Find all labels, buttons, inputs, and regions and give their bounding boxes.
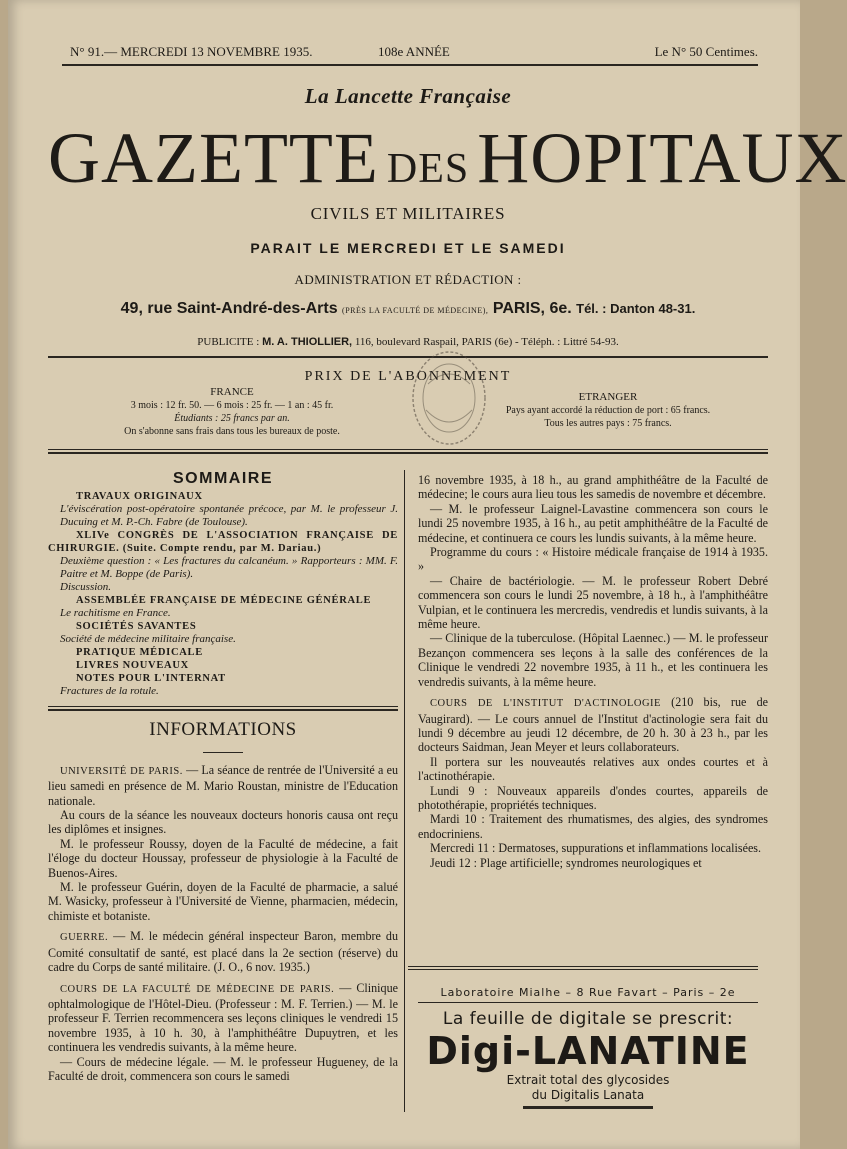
ad-description-line-2: du Digitalis Lanata — [531, 1088, 645, 1102]
section-lead: COURS DE L'INSTITUT D'ACTINOLOGIE — [430, 698, 661, 710]
article-paragraph — [418, 812, 768, 841]
paragraph-text: Lundi 9 : Nouveaux appareils d'ondes courtes, appareils de photothérapie, propriétés techniques. — [418, 783, 768, 812]
ad-bottom-bar — [523, 1106, 653, 1109]
paragraph-text: M. le professeur Roussy, doyen de la Faculté de médecine, a fait l'éloge du docteur Houssay, professeur de physiologie à la Faculté de Buenos-Aires. — [48, 836, 398, 880]
newspaper-page — [8, 0, 847, 1149]
library-stamp — [408, 344, 490, 452]
column-separator — [404, 470, 405, 1112]
publication-days: PARAIT LE MERCREDI ET LE SAMEDI — [250, 240, 566, 256]
ad-description — [408, 1073, 768, 1103]
paragraph-text: (210 bis, rue de Vaugirard). — Le cours annuel de l'Institut d'actinologie sera fait du lundi 9 décembre au jeudi 12 décembre, de 20 h. 30 à 23 h., par les docteurs Saidman, Jean Meyer et leurs collaborateurs. — [418, 695, 768, 755]
sommaire-entry: Deuxième question : « Les fractures du calcanéum. » Rapporteurs : MM. F. Paitre et M. Boppe (de Paris). — [60, 555, 398, 581]
issue-number: N° 91.— MERCREDI 13 NOVEMBRE 1935. — [70, 44, 313, 59]
top-rule — [62, 64, 758, 66]
address-city: PARIS, 6e. — [492, 300, 572, 317]
sommaire-list — [48, 490, 398, 698]
masthead — [48, 118, 847, 198]
address-telephone: Tél. : Danton 48-31. — [576, 301, 696, 316]
masthead-gazette: GAZETTE — [48, 118, 379, 198]
france-post-line: On s'abonne sans frais dans tous les bureaux de poste. — [124, 426, 340, 437]
sommaire-heading: ASSEMBLÉE FRANÇAISE DE MÉDECINE GÉNÉRALE — [76, 595, 372, 607]
right-column — [418, 473, 768, 870]
sommaire-rule — [48, 706, 398, 707]
sommaire-heading: PRATIQUE MÉDICALE — [76, 647, 203, 659]
publicity-label: PUBLICITE : — [197, 336, 260, 348]
advertisement — [408, 978, 768, 1103]
ad-rule — [418, 1002, 758, 1003]
paragraph-text: Mercredi 11 : Dermatoses, suppurations et inflammations localisées. — [430, 841, 762, 856]
ad-brand: Digi-LANATINE — [426, 1029, 750, 1073]
ad-description-line-1: Extrait total des glycosides — [506, 1073, 670, 1087]
article-paragraph — [48, 808, 398, 837]
france-rate-line: 3 mois : 12 fr. 50. — 6 mois : 25 fr. — 1 an : 45 fr. — [130, 400, 334, 411]
article-paragraph — [48, 880, 398, 923]
subscription-title: PRIX DE L'ABONNEMENT — [304, 369, 512, 384]
paragraph-text: Au cours de la séance les nouveaux docteurs honoris causa ont reçu les diplômes et insignes. — [48, 808, 398, 837]
publicity-name: M. A. THIOLLIER, — [262, 336, 353, 348]
subtitle: La Lancette Française — [304, 84, 512, 108]
price-label: Le N° 50 Centimes. — [654, 44, 758, 59]
article-paragraph — [418, 545, 768, 574]
article-paragraph — [418, 841, 768, 855]
administration-label: ADMINISTRATION ET RÉDACTION : — [294, 272, 522, 287]
ad-top-rule — [408, 966, 758, 967]
sommaire-entry: Fractures de la rotule. — [60, 685, 159, 698]
article-paragraph — [418, 631, 768, 689]
ad-laboratory: Laboratoire Mialhe – 8 Rue Favart – Paris – 2e — [440, 986, 736, 999]
foreign-reduced-line: Pays ayant accordé la réduction de port : 65 francs. — [505, 405, 711, 416]
ad-top-rule-2 — [408, 969, 758, 970]
sommaire-heading: TRAVAUX ORIGINAUX — [76, 491, 203, 503]
left-column — [48, 472, 398, 1083]
article-paragraph — [418, 502, 768, 545]
sommaire-heading: XLIVe CONGRÈS DE L'ASSOCIATION FRANÇAISE DE CHIRURGIE. (Suite. Compte rendu, par M. Dariau.) — [48, 530, 398, 555]
paragraph-text: Programme du cours : « Histoire médicale française de 1914 à 1935. » — [418, 545, 768, 574]
subscription-bottom-rule — [48, 449, 768, 450]
article-paragraph — [48, 929, 398, 974]
sommaire-rule-2 — [48, 709, 398, 711]
section-lead: COURS DE LA FACULTÉ DE MÉDECINE DE PARIS. — [60, 983, 335, 995]
sommaire-entry: Discussion. — [60, 581, 112, 594]
paragraph-text: — Cours de médecine légale. — M. le professeur Hugueney, de la Faculté de droit, commencera son cours le samedi — [48, 1054, 398, 1083]
issue-line — [62, 44, 758, 62]
article-paragraph — [418, 784, 768, 813]
year-label: 108e ANNÉE — [378, 44, 450, 59]
article-paragraph — [418, 574, 768, 632]
paragraph-text: 16 novembre 1935, à 18 h., au grand amphithéâtre de la Faculté de médecine; le cours aura lieu tous les samedis de novembre et décembre. — [418, 473, 768, 502]
sommaire-entry: Le rachitisme en France. — [60, 607, 171, 620]
foreign-other-line: Tous les autres pays : 75 francs. — [544, 418, 672, 429]
article-paragraph — [48, 981, 398, 1055]
paragraph-text: — M. le professeur Laignel-Lavastine commencera son cours le lundi 25 novembre 1935, à 16 h., au petit amphithéâtre de la Faculté de médecine, et continuera ce cours les lundis suivants, à la même heure. — [418, 501, 768, 545]
paragraph-text: — Clinique ophtalmologique de l'Hôtel-Dieu. (Professeur : M. F. Terrien.) — M. le professeur F. Terrien recommencera ses leçons cliniques le vendredi 15 novembre 1935, à 10 h. 30, à l'amphithéâtre Dupuytren, et les continuera les vendredis suivants, à la même heure. — [48, 980, 399, 1055]
foreign-label: ETRANGER — [578, 391, 638, 403]
civils-militaires: CIVILS ET MILITAIRES — [310, 204, 506, 223]
article-paragraph — [418, 695, 768, 755]
paragraph-text: Jeudi 12 : Plage artificielle; syndromes neurologiques et — [430, 855, 702, 870]
article-paragraph — [418, 473, 768, 502]
paragraph-text: Il portera sur les nouveautés relatives aux ondes courtes et à l'actinothérapie. — [418, 754, 768, 784]
france-rates — [102, 386, 362, 438]
address-line — [8, 300, 808, 318]
address-note: (PRÈS LA FACULTÉ DE MÉDECINE), — [342, 306, 489, 315]
article-paragraph — [48, 837, 398, 880]
paragraph-text: — Chaire de bactériologie. — M. le professeur Robert Debré commencera son cours le lundi 25 novembre, à 18 h., à l'amphithéâtre Vulpian, et le continuera les mercredis, vendredis et lundis suivants, à la même heure. — [418, 573, 768, 632]
paragraph-text: — La séance de rentrée de l'Université a eu lieu samedi en présence de M. Mario Roustan, ministre de l'Education nationale. — [48, 762, 398, 808]
informations-right — [418, 473, 768, 870]
sommaire-title: SOMMAIRE — [173, 470, 273, 487]
sommaire-heading: NOTES POUR L'INTERNAT — [76, 673, 226, 685]
paragraph-text: — Clinique de la tuberculose. (Hôpital Laennec.) — M. le professeur Bezançon commencera ses leçons à la salle des conférences de la Clinique le vendredi 22 novembre 1935, à 11 h., et les continuera les vendredis suivants, à la même heure. — [418, 631, 768, 689]
france-students-line: Étudiants : 25 francs par an. — [174, 413, 290, 424]
subscription-bottom-rule-2 — [48, 452, 768, 454]
sommaire-heading: LIVRES NOUVEAUX — [76, 660, 189, 672]
address-street: 49, rue Saint-André-des-Arts — [120, 300, 338, 317]
section-lead: GUERRE. — [60, 932, 109, 944]
paragraph-text: — M. le médecin général inspecteur Baron, membre du Comité consultatif de santé, est placé dans la 2e section (réserve) du cadre du Corps de santé militaire. (J. O., 6 nov. 1935.) — [48, 929, 398, 975]
paragraph-text: Mardi 10 : Traitement des rhumatismes, des algies, des syndromes endocriniens. — [418, 812, 768, 841]
sommaire-entry: Société de médecine militaire française. — [60, 633, 236, 646]
informations-rule — [203, 752, 243, 753]
masthead-hopitaux: HOPITAUX — [477, 118, 847, 198]
sommaire-entry: L'éviscération post-opératoire spontanée précoce, par M. le professeur J. Ducuing et M. P.-Ch. Fabre (de Toulouse). — [60, 503, 398, 529]
ad-headline: La feuille de digitale se prescrit: — [442, 1009, 734, 1029]
masthead-des: DES — [386, 146, 470, 192]
paragraph-text: M. le professeur Guérin, doyen de la Faculté de pharmacie, a salué M. Wasicky, professeur à l'Université de Vienne, pharmacien, médecin, chimiste et botaniste. — [48, 880, 398, 923]
foreign-rates — [478, 391, 738, 430]
sommaire-heading: SOCIÉTÉS SAVANTES — [76, 621, 197, 633]
article-paragraph — [48, 1055, 398, 1084]
article-paragraph — [418, 856, 768, 870]
informations-title: INFORMATIONS — [149, 719, 297, 741]
informations-left — [48, 763, 398, 1084]
article-paragraph — [48, 763, 398, 808]
france-label: FRANCE — [210, 386, 254, 398]
section-lead: UNIVERSITÉ DE PARIS. — [60, 765, 183, 777]
article-paragraph — [418, 755, 768, 784]
publicity-address: 116, boulevard Raspail, PARIS (6e) - Téléph. : Littré 54-93. — [354, 336, 619, 348]
